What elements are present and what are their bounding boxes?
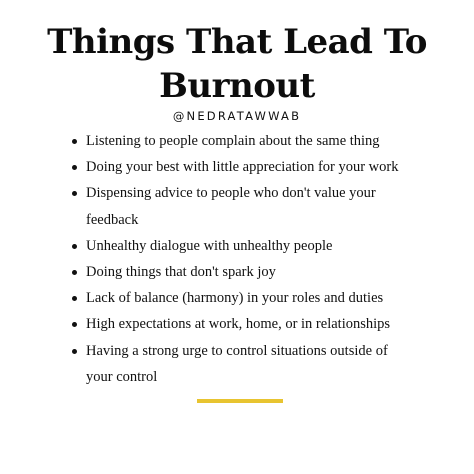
bullet-icon bbox=[72, 139, 77, 144]
bullet-icon bbox=[72, 191, 77, 196]
list-item-text: Listening to people complain about the same thing bbox=[86, 133, 380, 149]
bullet-icon bbox=[72, 322, 77, 327]
list-item bbox=[72, 233, 472, 259]
list-item bbox=[72, 259, 472, 285]
list-item bbox=[72, 180, 472, 232]
list-item-text: Doing things that don't spark joy bbox=[86, 264, 276, 281]
list-item-text: Unhealthy dialogue with unhealthy people bbox=[86, 237, 333, 254]
bullet-icon bbox=[72, 165, 77, 170]
list-item bbox=[72, 154, 472, 180]
page-title bbox=[0, 20, 474, 108]
list-item bbox=[72, 128, 472, 154]
bullet-icon bbox=[72, 244, 77, 249]
list-item bbox=[72, 311, 472, 337]
list-item-text: Doing your best with little appreciation for your work bbox=[86, 159, 399, 176]
list-item bbox=[72, 338, 472, 390]
list-item-text: High expectations at work, home, or in relationships bbox=[86, 316, 391, 333]
bullet-icon bbox=[72, 296, 77, 301]
bullet-icon bbox=[72, 270, 77, 275]
bullet-icon bbox=[72, 349, 77, 354]
burnout-list bbox=[72, 128, 472, 390]
author-handle: @NEDRATAWWAB bbox=[172, 109, 302, 123]
list-item-text: Dispensing advice to people who don't value your feedback bbox=[86, 185, 376, 228]
accent-divider bbox=[197, 399, 283, 403]
list-item-text: Lack of balance (harmony) in your roles and duties bbox=[86, 290, 384, 307]
title-line-1: Things That Lead To bbox=[47, 22, 427, 62]
list-item bbox=[72, 285, 472, 311]
title-line-2: Burnout bbox=[159, 66, 315, 106]
list-item-text: Having a strong urge to control situations outside of your control bbox=[86, 342, 388, 385]
